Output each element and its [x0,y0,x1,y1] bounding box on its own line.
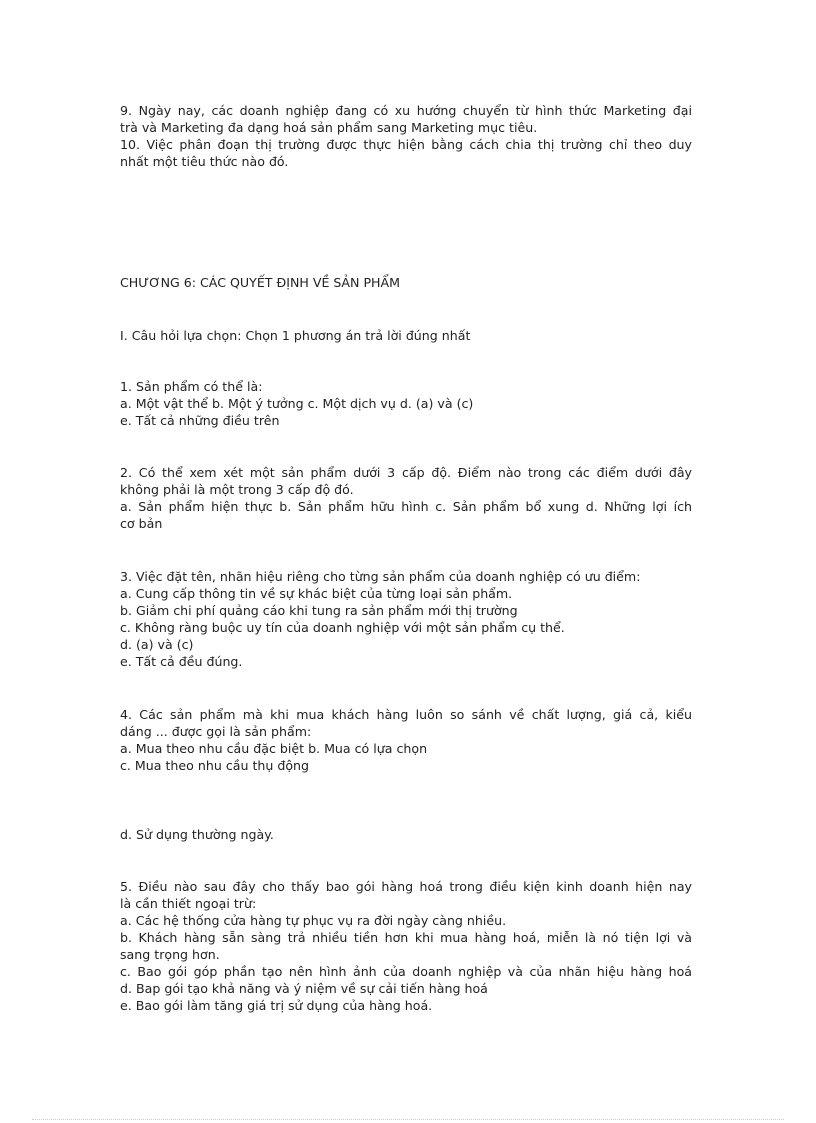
text-line: 2. Có thể xem xét một sản phẩm dưới 3 cấp độ. Điểm nào trong các điểm dưới đây [120,465,692,480]
question-3 [120,568,692,670]
text-line: 3. Việc đặt tên, nhãn hiệu riêng cho từng sản phẩm của doanh nghiệp có ưu điểm: [120,569,641,584]
text-line: 1. Sản phẩm có thể là: [120,379,263,394]
text-line: nhất một tiêu thức nào đó. [120,154,289,169]
text-line: e. Tất cả những điều trên [120,413,280,428]
text-line: a. Cung cấp thông tin về sự khác biệt của từng loại sản phẩm. [120,586,513,601]
text-line: e. Bao gói làm tăng giá trị sử dụng của hàng hoá. [120,998,433,1013]
text-line: a. Mua theo nhu cầu đặc biệt b. Mua có lựa chọn [120,741,428,756]
text-line: b. Khách hàng sẵn sàng trả nhiều tiền hơn khi mua hàng hoá, miễn là nó tiện lợi và [120,930,692,945]
text-line: d. Bap gói tạo khả năng và ý niệm về sự cải tiến hàng hoá [120,981,488,996]
text-line: c. Bao gói góp phần tạo nên hình ảnh của doanh nghiệp và của nhãn hiệu hàng hoá [120,964,692,979]
question-2 [120,464,692,532]
text-line: c. Không ràng buộc uy tín của doanh nghiệp với một sản phẩm cụ thể. [120,620,565,635]
question-5 [120,878,692,1014]
text-line: I. Câu hỏi lựa chọn: Chọn 1 phương án trả lời đúng nhất [120,328,471,343]
text-line: là cần thiết ngoại trừ: [120,896,257,911]
text-line: sang trọng hơn. [120,947,220,962]
text-line: trà và Marketing đa dạng hoá sản phẩm sang Marketing mục tiêu. [120,120,538,135]
text-line: d. Sử dụng thường ngày. [120,827,274,842]
section-heading [120,327,692,344]
text-line: b. Giảm chi phí quảng cáo khi tung ra sản phẩm mới thị trường [120,603,518,618]
page-bottom-rule [32,1119,784,1120]
text-line: CHƯƠNG 6: CÁC QUYẾT ĐỊNH VỀ SẢN PHẨM [120,275,400,290]
text-line: 10. Việc phân đoạn thị trường được thực hiện bằng cách chia thị trường chỉ theo duy [120,137,692,152]
question-4-option-d [120,826,692,843]
chapter-heading [120,274,692,291]
text-line: không phải là một trong 3 cấp độ đó. [120,482,354,497]
text-line: d. (a) và (c) [120,637,194,652]
text-line: a. Một vật thể b. Một ý tưởng c. Một dịch vụ d. (a) và (c) [120,396,474,411]
text-line: a. Các hệ thống cửa hàng tự phục vụ ra đời ngày càng nhiều. [120,913,507,928]
statement-list-tail [120,102,692,170]
text-line: a. Sản phẩm hiện thực b. Sản phẩm hữu hình c. Sản phẩm bổ xung d. Những lợi ích [120,499,692,514]
text-line: c. Mua theo nhu cầu thụ động [120,758,310,773]
text-line: 5. Điều nào sau đây cho thấy bao gói hàng hoá trong điều kiện kinh doanh hiện nay [120,879,692,894]
text-line: e. Tất cả đều đúng. [120,654,243,669]
question-4 [120,706,692,774]
text-line: 4. Các sản phẩm mà khi mua khách hàng luôn so sánh về chất lượng, giá cả, kiểu [120,707,692,722]
text-line: 9. Ngày nay, các doanh nghiệp đang có xu hướng chuyển từ hình thức Marketing đại [120,103,692,118]
text-line: cơ bản [120,516,163,531]
question-1 [120,378,692,429]
text-line: dáng ... được gọi là sản phẩm: [120,724,312,739]
